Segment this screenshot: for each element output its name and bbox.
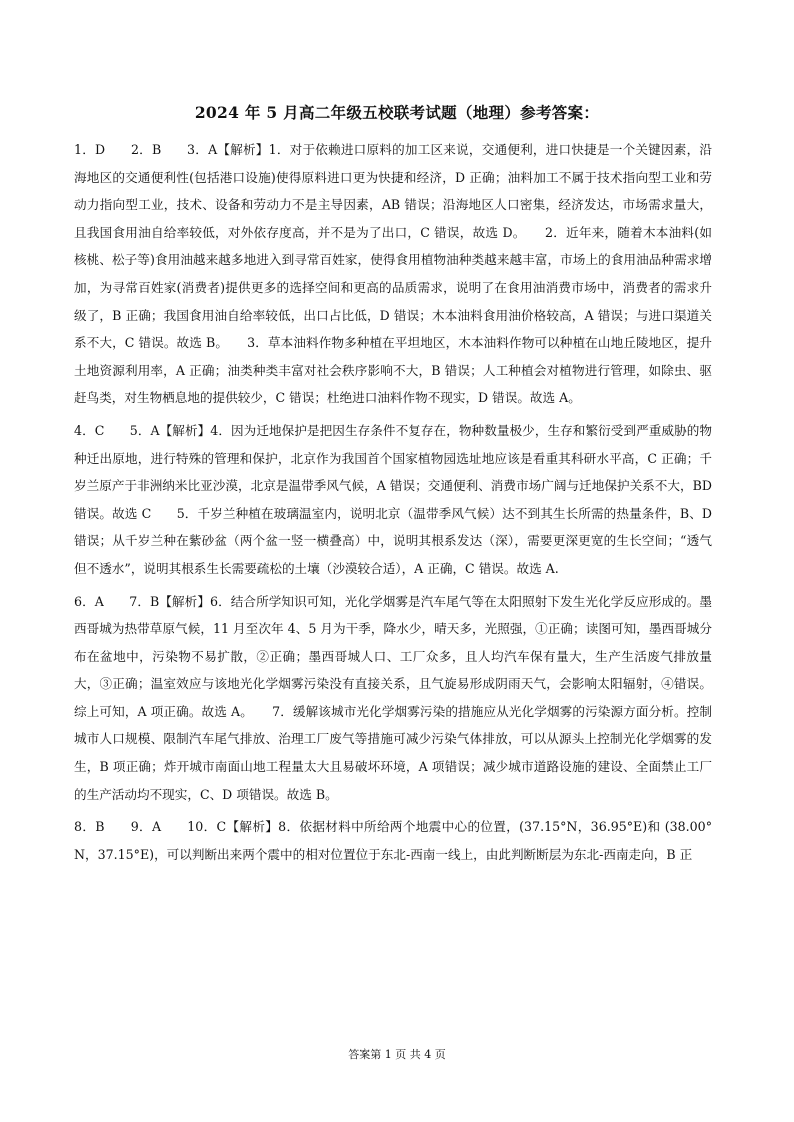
answer-block-6-7: 6．A 7．B【解析】6．结合所学知识可知，光化学烟雾是汽车尾气等在太阳照射下发生光化学反应形成的。墨西哥城为热带草原气候，11 月至次年 4、5 月为干季，降水少，晴天多，光照强，①正确；读图可知，墨西哥城分布在盆地中，污染物不易扩散，②正确；墨西哥城人口、工厂众多，且人均汽车保有量大，生产生活废气排放量大，③正确；温室效应与该地光化学烟雾污染没有直接关系，且气旋易形成阴雨天气，会影响太阳辐射，④错误。综上可知，A 项正确。故选 A。 7．缓解该城市光化学烟雾污染的措施应从光化学烟雾的污染源方面分析。控制城市人口规模、限制汽车尾气排放、治理工厂废气等措施可减少污染气体排放，可以从源头上控制光化学烟雾的发生，B 项正确；炸开城市南面山地工程量太大且易破坏环境，A 项错误；减少城市道路设施的建设、全面禁止工厂的生产活动均不现实，C、D 项错误。故选 B。 (74, 593, 712, 802)
page-title: 2024 年 5 月高二年级五校联考试题（地理）参考答案： (194, 103, 600, 122)
answer-block-1-3: 1．D 2．B 3．A【解析】1．对于依赖进口原料的加工区来说，交通便利，进口快捷是一个关键因素，沿海地区的交通便利性(包括港口设施)使得原料进口更为快捷和经济，D 正确；油料加工不属于技术指向型工业和劳动力指向型工业，技术、设备和劳动力不是主导因素，AB 错误；沿海地区人口密集，经济发达，市场需求量大，且我国食用油自给率较低，对外依存度高，并不是为了出口，C 错误，故选 D。 2．近年来，随着木本油料(如核桃、松子等)食用油越来越多地进入到寻常百姓家，使得食用植物油种类越来越丰富，市场上的食用油品种需求增加，为寻常百姓家(消费者)提供更多的选择空间和更高的品质需求，说明了在食用油消费市场中，消费者的需求升级了，B 正确；我国食用油自给率较低，出口占比低，D 错误；木本油料食用油价格较高，A 错误；与进口渠道关系不大，C 错误。故选 B。 3．草本油料作物多种植在平坦地区，木本油料作物可以种植在山地丘陵地区，提升土地资源利用率，A 正确；油类种类丰富对社会秩序影响不大，B 错误；人工种植会对植物进行管理，如除虫、驱赶鸟类，对生物栖息地的提供较少，C 错误；杜绝进口油料作物不现实，D 错误。故选 A。 (74, 142, 712, 406)
page-footer: 答案第 1 页 共 4 页 (348, 1048, 446, 1061)
answer-block-8-10: 8．B 9．A 10．C【解析】8．依据材料中所给两个地震中心的位置，(37.15°N，36.95°E)和 (38.00°N，37.15°E)，可以判断出来两个震中的相对位置位于东北-西南一线上，由此判断断层为东北-西南走向，B 正 (74, 819, 712, 862)
answer-block-4-5: 4．C 5．A【解析】4．因为迁地保护是把因生存条件不复存在，物种数量极少，生存和繁衍受到严重威胁的物种迁出原地，进行特殊的管理和保护，北京作为我国首个国家植物园选址地应该是看重其科研水平高，C 正确；千岁兰原产于非洲纳米比亚沙漠，北京是温带季风气候，A 错误；交通便利、消费市场广阔与迁地保护关系不大，BD 错误。故选 C 5．千岁兰种植在玻璃温室内，说明北京（温带季风气候）达不到其生长所需的热量条件，B、D 错误；从千岁兰种在紫砂盆（两个盆一竖一横叠高）中，说明其根系发达（深），需要更深更宽的生长空间；“透气但不透水”，说明其根系生长需要疏松的土壤（沙漠较合适），A 正确，C 错误。故选 A. (74, 422, 712, 576)
